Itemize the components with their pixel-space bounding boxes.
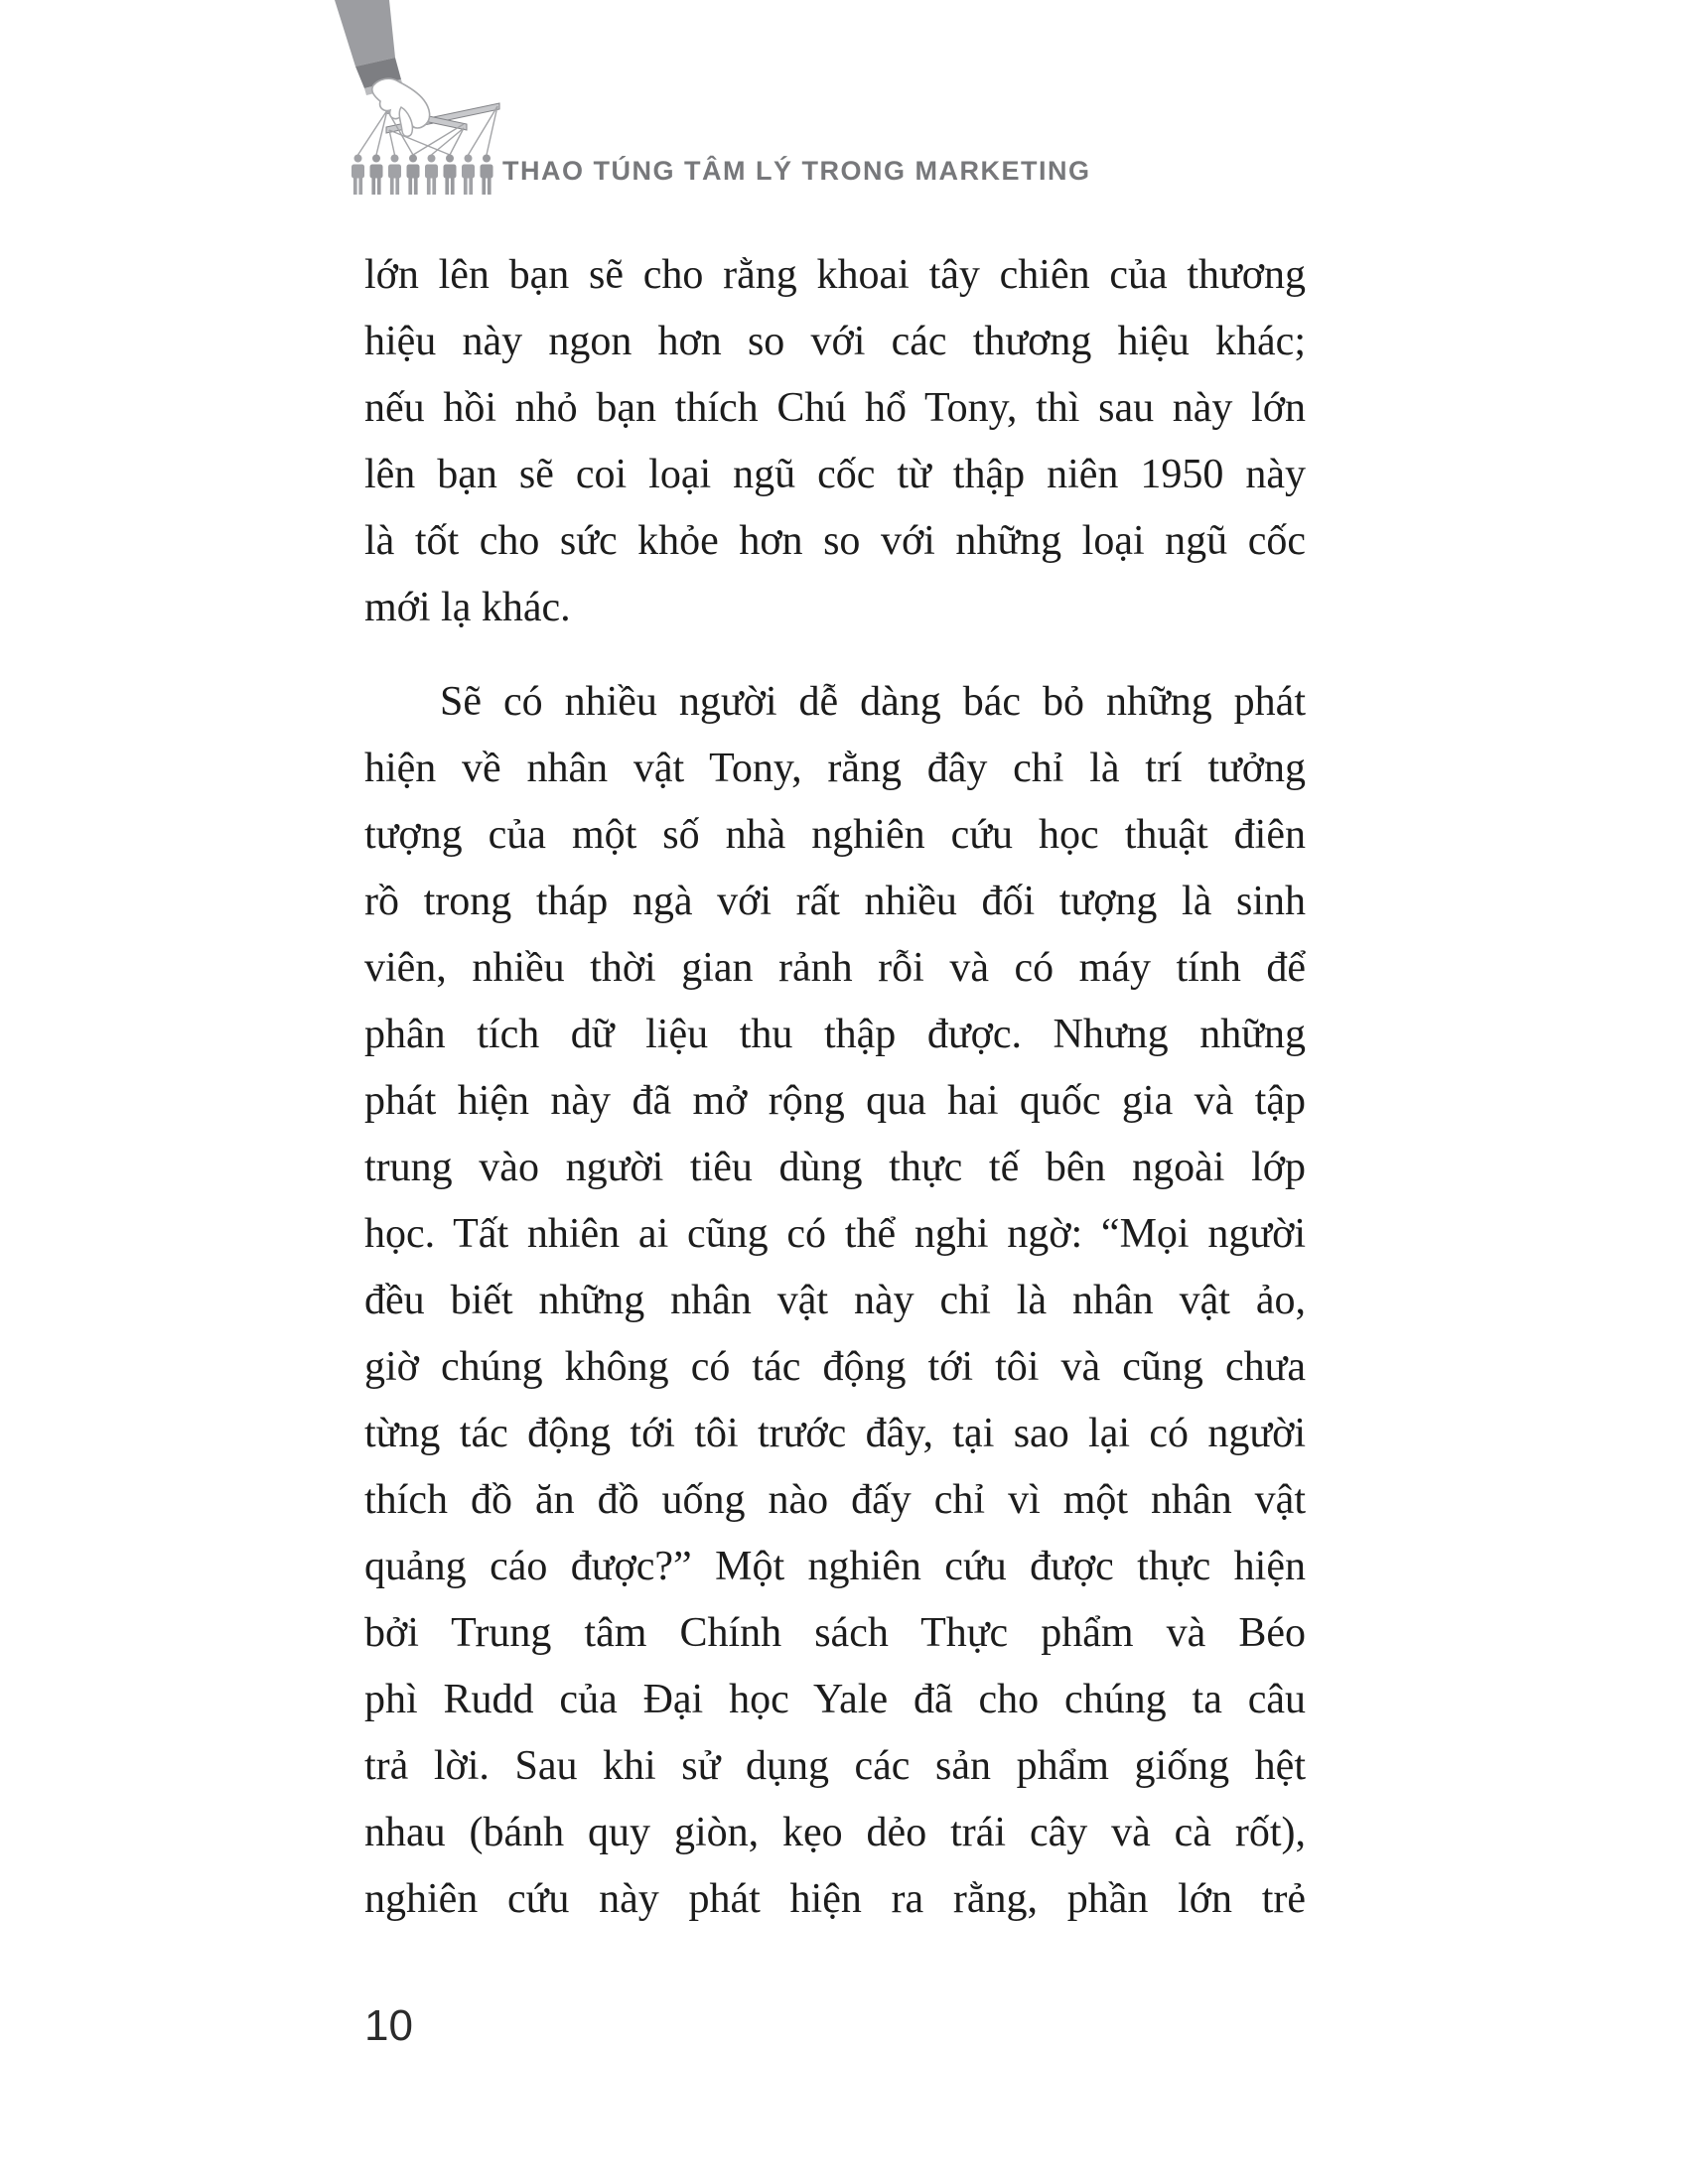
puppet-master-hand-icon	[328, 0, 506, 199]
text-line: giờ chúng không có tác động tới tôi và cũng chưa	[364, 1344, 1306, 1390]
text-line: Sẽ có nhiều người dễ dàng bác bỏ những phát	[440, 679, 1306, 725]
text-line: lên bạn sẽ coi loại ngũ cốc từ thập niên 1950 này	[364, 452, 1306, 497]
text-line: là tốt cho sức khỏe hơn so với những loại ngũ cốc	[364, 518, 1306, 564]
text-line: quảng cáo được?” Một nghiên cứu được thực hiện	[364, 1544, 1306, 1589]
text-line: nhau (bánh quy giòn, kẹo dẻo trái cây và cà rốt),	[364, 1810, 1306, 1855]
running-head-title: THAO TÚNG TÂM LÝ TRONG MARKETING	[502, 156, 1091, 186]
text-line: phát hiện này đã mở rộng qua hai quốc gia và tập	[364, 1078, 1306, 1124]
text-line: bởi Trung tâm Chính sách Thực phẩm và Béo	[364, 1610, 1306, 1656]
text-line: mới lạ khác.	[364, 585, 571, 630]
text-line: nghiên cứu này phát hiện ra rằng, phần lớn trẻ	[364, 1876, 1306, 1922]
text-line: thích đồ ăn đồ uống nào đấy chỉ vì một nhân vật	[364, 1477, 1306, 1523]
text-line: tượng của một số nhà nghiên cứu học thuật điên	[364, 812, 1306, 858]
text-line: hiệu này ngon hơn so với các thương hiệu khác;	[364, 319, 1306, 364]
text-line: nếu hồi nhỏ bạn thích Chú hổ Tony, thì sau này lớn	[364, 385, 1306, 431]
text-line: rồ trong tháp ngà với rất nhiều đối tượng là sinh	[364, 879, 1306, 924]
text-line: viên, nhiều thời gian rảnh rỗi và có máy tính để	[364, 945, 1306, 991]
text-line: lớn lên bạn sẽ cho rằng khoai tây chiên của thương	[364, 252, 1306, 298]
text-line: phân tích dữ liệu thu thập được. Nhưng những	[364, 1012, 1306, 1057]
text-line: từng tác động tới tôi trước đây, tại sao lại có người	[364, 1411, 1306, 1456]
text-line: phì Rudd của Đại học Yale đã cho chúng ta câu	[364, 1677, 1306, 1722]
page-number: 10	[364, 2001, 413, 2050]
text-line: trung vào người tiêu dùng thực tế bên ngoài lớp	[364, 1145, 1306, 1190]
text-line: học. Tất nhiên ai cũng có thể nghi ngờ: “Mọi người	[364, 1211, 1306, 1257]
puppet-figures	[352, 155, 493, 196]
text-line: hiện về nhân vật Tony, rằng đây chỉ là trí tưởng	[364, 746, 1306, 791]
text-line: trả lời. Sau khi sử dụng các sản phẩm giống hệt	[364, 1743, 1306, 1789]
body-text	[364, 242, 1306, 1933]
text-line: đều biết những nhân vật này chỉ là nhân vật ảo,	[364, 1278, 1306, 1323]
